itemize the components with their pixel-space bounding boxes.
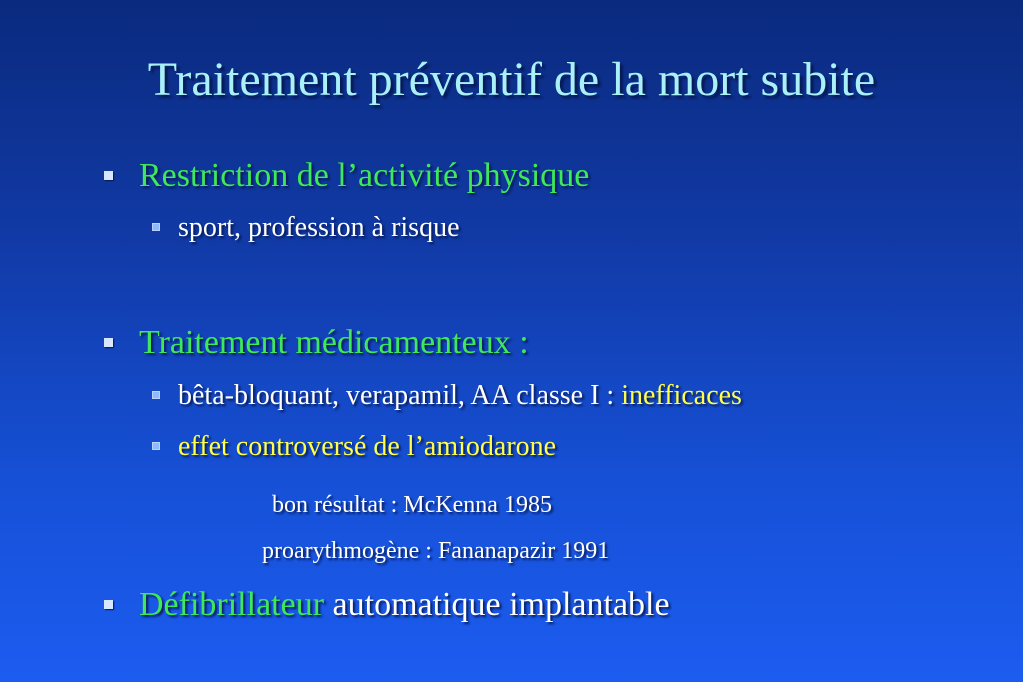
- note-fananapazir: proarythmogène : Fananapazir 1991: [262, 538, 610, 564]
- square-bullet-icon: [152, 391, 160, 399]
- bullet-item-highlight: Défibrillateur: [139, 586, 325, 623]
- bullet-item-text: Traitement médicamenteux :: [139, 324, 529, 361]
- subbullet-item-text: effet controversé de l’amiodarone: [178, 431, 557, 462]
- subbullet-item-main-text: bêta-bloquant, verapamil, AA classe I :: [178, 380, 622, 411]
- bullet-item-rest-text: automatique implantable: [324, 586, 670, 623]
- note-mckenna: bon résultat : McKenna 1985: [272, 492, 552, 518]
- square-bullet-icon: [104, 171, 113, 180]
- slide-title: Traitement préventif de la mort subite: [147, 53, 876, 106]
- bullet-item-text: Restriction de l’activité physique: [139, 157, 590, 194]
- square-bullet-icon: [104, 600, 113, 609]
- square-bullet-icon: [152, 223, 160, 231]
- subbullet-item-text: sport, profession à risque: [178, 212, 460, 243]
- bullet-item-text: [139, 583, 670, 627]
- subbullet-item-highlight: inefficaces: [621, 380, 742, 411]
- square-bullet-icon: [104, 338, 113, 347]
- square-bullet-icon: [152, 442, 160, 450]
- subbullet-item-text: [178, 378, 742, 414]
